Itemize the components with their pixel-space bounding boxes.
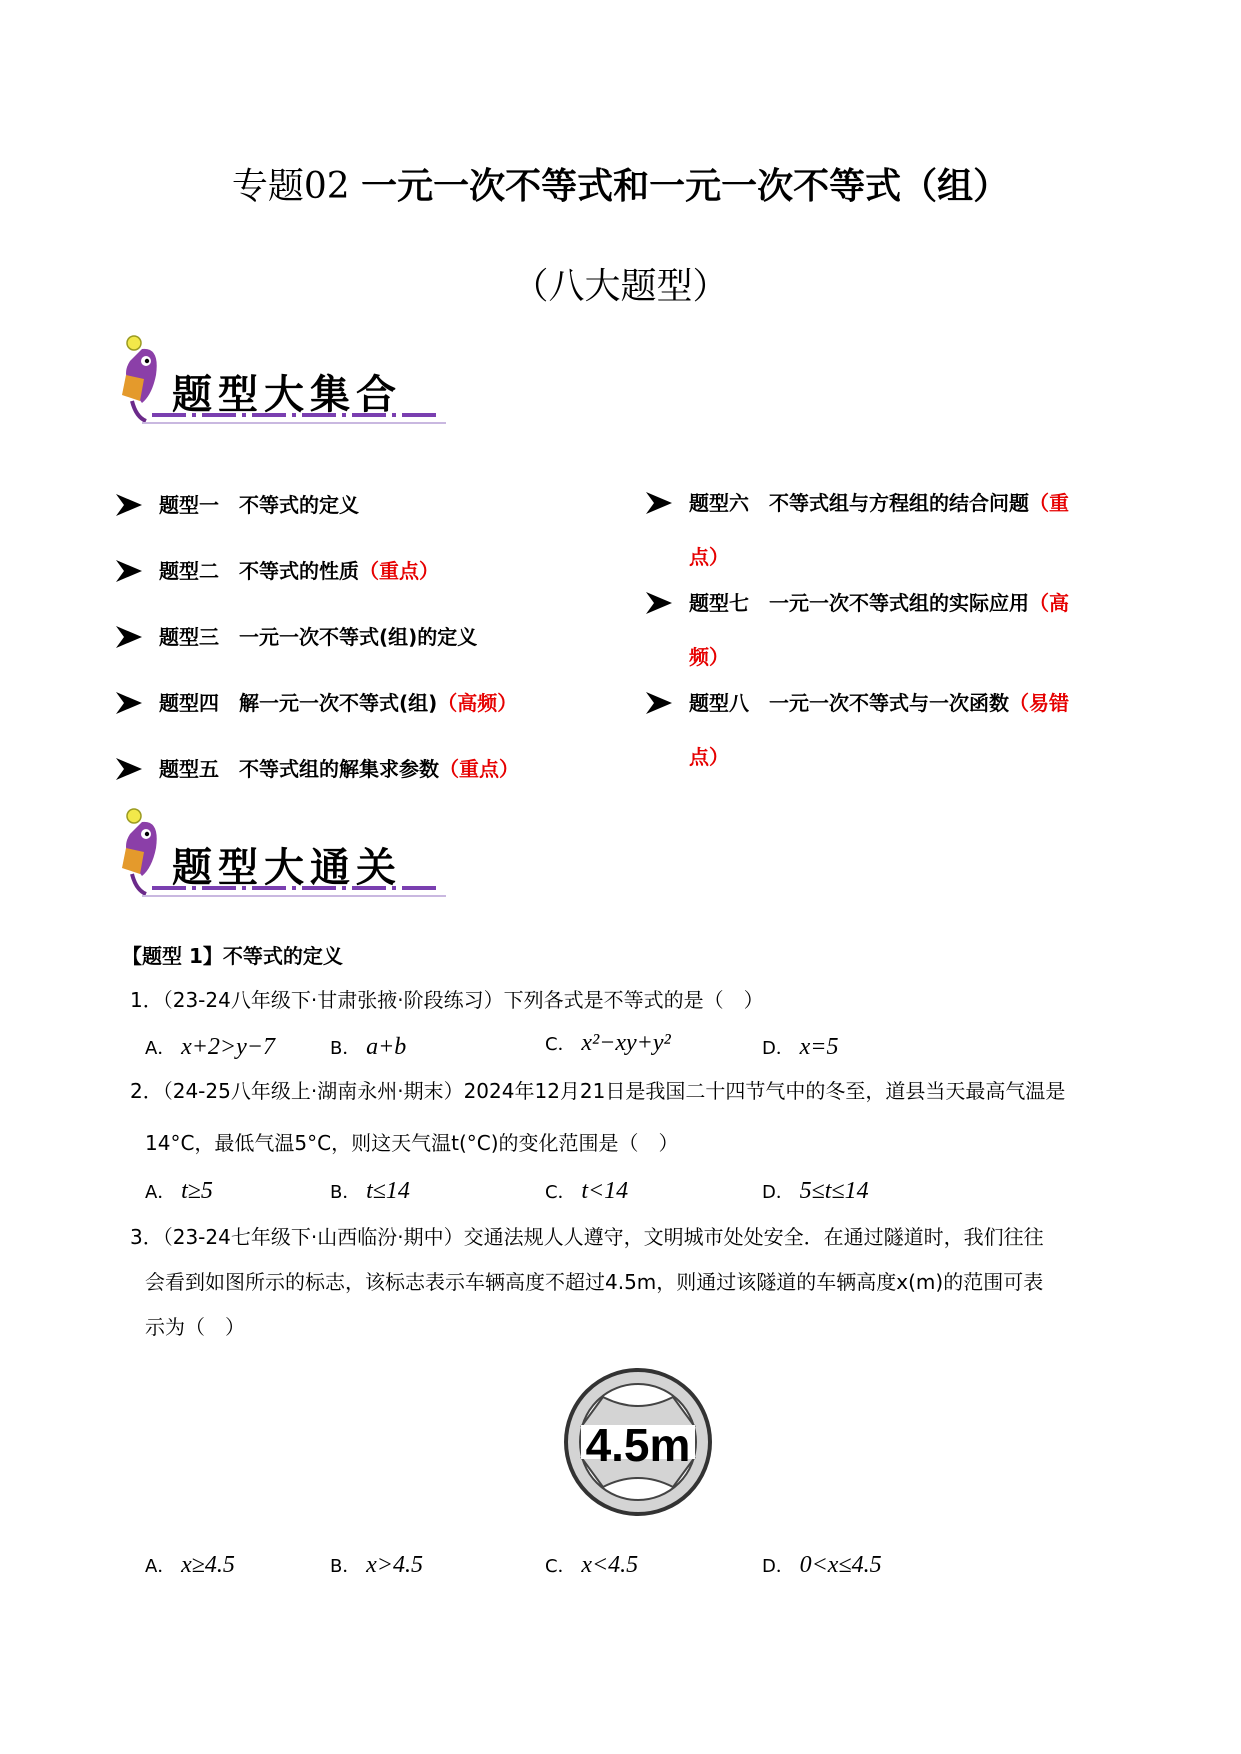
option-letter: D． xyxy=(762,1556,794,1577)
toc-item-tag: （高 xyxy=(1029,591,1069,615)
option-letter: D． xyxy=(762,1038,794,1059)
option-math: x<4.5 xyxy=(581,1552,639,1578)
question-text-line1: 2024年12月21日是我国二十四节气中的冬至，道县当天最高气温是 xyxy=(463,1079,1066,1103)
toc-item-tag: （重点） xyxy=(359,559,439,583)
option-letter: A． xyxy=(145,1182,176,1203)
toc-item-5[interactable] xyxy=(115,757,519,781)
option-math: a+b xyxy=(366,1034,407,1060)
q2-option-b[interactable] xyxy=(330,1178,410,1205)
option-letter: C． xyxy=(545,1034,576,1055)
toc-item-8[interactable] xyxy=(645,691,1069,715)
question-3 xyxy=(130,1222,1130,1342)
page-title xyxy=(0,158,1241,209)
option-letter: B． xyxy=(330,1556,361,1577)
banner-collection-label: 题型大集合 xyxy=(172,371,402,418)
toc-item-4[interactable] xyxy=(115,691,517,715)
q1-option-a[interactable] xyxy=(145,1034,275,1061)
toc-item-label: 题型八 一元一次不等式与一次函数 xyxy=(689,691,1009,715)
toc-item-label: 题型三 一元一次不等式(组)的定义 xyxy=(159,625,478,649)
toc-item-2[interactable] xyxy=(115,559,439,583)
banner-collection xyxy=(112,335,452,435)
page-subtitle: （八大题型） xyxy=(512,266,729,307)
question-number: 1． xyxy=(130,988,163,1012)
question-1 xyxy=(130,985,764,1015)
toc-item-tag: （重点） xyxy=(439,757,519,781)
q1-option-b[interactable] xyxy=(330,1034,406,1061)
toc-item-6-tag-cont: 点） xyxy=(689,545,729,569)
option-math: t≥5 xyxy=(181,1178,213,1204)
toc-item-label: 题型二 不等式的性质 xyxy=(159,559,359,583)
option-letter: B． xyxy=(330,1182,361,1203)
toc-item-tag: （高频） xyxy=(437,691,518,715)
q1-option-c[interactable] xyxy=(545,1030,671,1057)
question-source: （24-25八年级上·湖南永州·期末） xyxy=(162,1079,464,1103)
question-number: 2． xyxy=(130,1079,163,1103)
arrow-icon xyxy=(115,625,143,649)
option-math: 0<x≤4.5 xyxy=(799,1552,882,1578)
option-letter: C． xyxy=(545,1556,576,1577)
question-source: （23-24七年级下·山西临汾·期中） xyxy=(162,1225,464,1249)
section-header: 【题型 1】不等式的定义 xyxy=(122,944,343,968)
question-text-line3: 示为（ ） xyxy=(145,1315,245,1339)
toc-item-7[interactable] xyxy=(645,591,1069,615)
q2-option-d[interactable] xyxy=(762,1178,869,1205)
arrow-icon xyxy=(645,691,673,715)
height-limit-sign xyxy=(563,1367,713,1517)
q2-option-a[interactable] xyxy=(145,1178,213,1205)
question-source: （23-24八年级下·甘肃张掖·阶段练习） xyxy=(162,988,504,1012)
banner-practice xyxy=(112,808,452,908)
question-text-line2: 会看到如图所示的标志，该标志表示车辆高度不超过4.5m，则通过该隧道的车辆高度x(m)的范围可表 xyxy=(145,1270,1044,1294)
q1-option-d[interactable] xyxy=(762,1034,838,1061)
toc-item-3[interactable] xyxy=(115,625,477,649)
height-limit-sign-icon xyxy=(563,1367,713,1517)
option-letter: A． xyxy=(145,1038,176,1059)
option-letter: B． xyxy=(330,1038,361,1059)
arrow-icon xyxy=(645,591,673,615)
option-math: 5≤t≤14 xyxy=(799,1178,869,1204)
q2-option-c[interactable] xyxy=(545,1178,628,1205)
toc-item-label: 题型五 不等式组的解集求参数 xyxy=(159,757,439,781)
option-letter: A． xyxy=(145,1556,176,1577)
toc-item-label: 题型六 不等式组与方程组的结合问题 xyxy=(689,491,1029,515)
question-number: 3． xyxy=(130,1225,163,1249)
toc-item-1[interactable] xyxy=(115,493,359,517)
option-math: x≥4.5 xyxy=(181,1552,235,1578)
toc-item-8-tag-cont: 点） xyxy=(689,745,729,769)
option-math: t<14 xyxy=(581,1178,629,1204)
title-prefix: 专题02 xyxy=(231,166,350,207)
q3-option-d[interactable] xyxy=(762,1552,882,1579)
arrow-icon xyxy=(115,493,143,517)
toc-item-7-tag-cont: 频） xyxy=(689,645,729,669)
arrow-icon xyxy=(645,491,673,515)
toc-item-label: 题型一 不等式的定义 xyxy=(159,493,359,517)
q3-option-a[interactable] xyxy=(145,1552,235,1579)
option-math: t≤14 xyxy=(366,1178,410,1204)
option-math: x+2>y−7 xyxy=(181,1034,275,1060)
arrow-icon xyxy=(115,691,143,715)
question-text-line1: 交通法规人人遵守，文明城市处处安全．在通过隧道时，我们往往 xyxy=(463,1225,1044,1249)
title-main: 一元一次不等式和一元一次不等式（组） xyxy=(361,166,1010,207)
sign-text: 4.5m xyxy=(585,1419,691,1471)
question-text: 下列各式是不等式的是（ ） xyxy=(503,988,764,1012)
banner-practice-label: 题型大通关 xyxy=(172,844,402,891)
option-math: x²−xy+y² xyxy=(581,1030,671,1056)
question-text-line2: 14°C，最低气温5°C，则这天气温t(°C)的变化范围是（ ） xyxy=(145,1131,679,1155)
toc-item-tag: （易错 xyxy=(1009,691,1069,715)
arrow-icon xyxy=(115,757,143,781)
toc-item-label: 题型七 一元一次不等式组的实际应用 xyxy=(689,591,1029,615)
q3-option-c[interactable] xyxy=(545,1552,638,1579)
toc-item-tag: （重 xyxy=(1029,491,1069,515)
toc-item-label: 题型四 解一元一次不等式(组) xyxy=(159,691,438,715)
option-math: x>4.5 xyxy=(366,1552,423,1578)
q3-option-b[interactable] xyxy=(330,1552,423,1579)
option-letter: D． xyxy=(762,1182,794,1203)
option-math: x=5 xyxy=(799,1034,839,1060)
toc-item-6[interactable] xyxy=(645,491,1069,515)
question-2 xyxy=(130,1076,1130,1158)
option-letter: C． xyxy=(545,1182,576,1203)
arrow-icon xyxy=(115,559,143,583)
